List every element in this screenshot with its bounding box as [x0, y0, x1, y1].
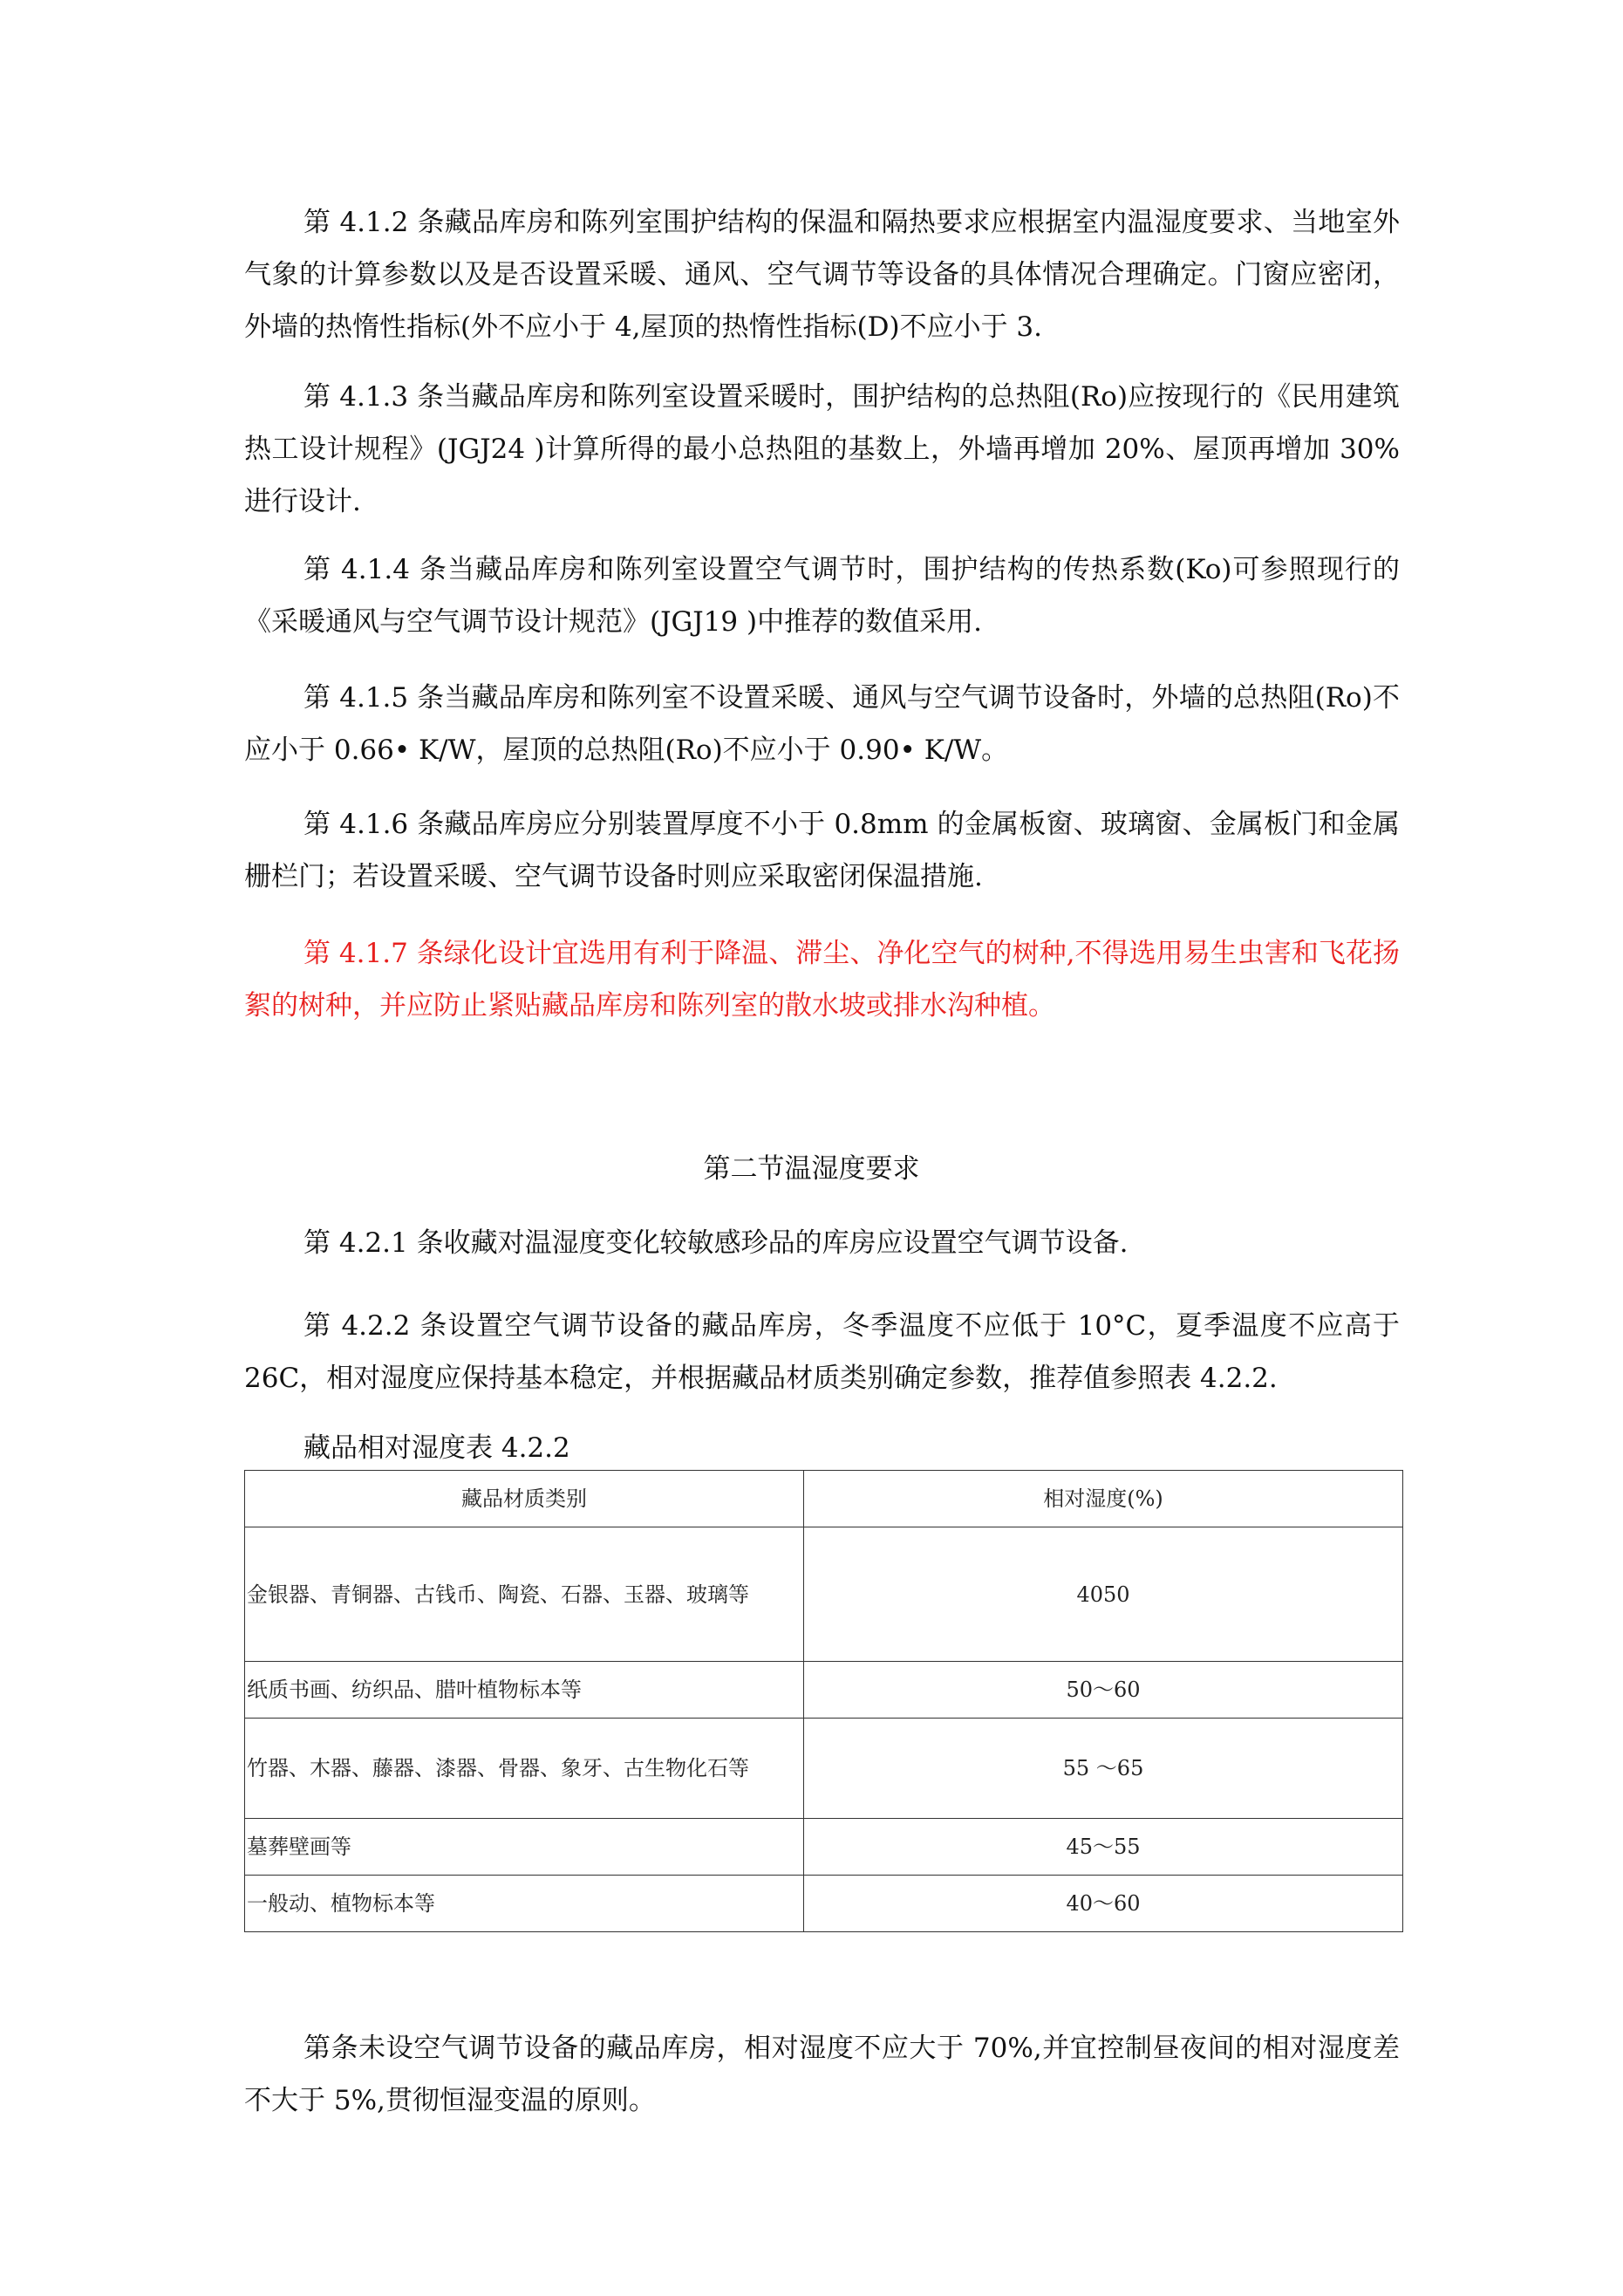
table-cell-material: 金银器、青铜器、古钱币、陶瓷、石器、玉器、玻璃等: [245, 1527, 804, 1662]
table-cell-humidity: 40〜60: [804, 1876, 1403, 1932]
clause-4-1-4: 第 4.1.4 条当藏品库房和陈列室设置空气调节时，围护结构的传热系数(Ko)可参照现行的《采暖通风与空气调节设计规范》(JGJ19 )中推荐的数值采用.: [244, 554, 1400, 638]
table-header-material: 藏品材质类别: [245, 1471, 804, 1527]
clause-4-1-3: 第 4.1.3 条当藏品库房和陈列室设置采暖时，围护结构的总热阻(Ro)应按现行的《民用建筑热工设计规程》(JGJ24 )计算所得的最小总热阻的基数上，外墙再增加 20%、屋顶再增加 30%进行设计.: [244, 381, 1400, 517]
clause-4-2-2: 第 4.2.2 条设置空气调节设备的藏品库房，冬季温度不应低于 10°C，夏季温度不应高于 26C，相对湿度应保持基本稳定，并根据藏品材质类别确定参数，推荐值参照表 4.2.2.: [244, 1310, 1400, 1394]
clause-4-1-7: 第 4.1.7 条绿化设计宜选用有利于降温、滞尘、净化空气的树种,不得选用易生虫害和飞花扬絮的树种，并应防止紧贴藏品库房和陈列室的散水坡或排水沟种植。: [244, 938, 1400, 1022]
humidity-table: [244, 1470, 1403, 1932]
table-row: [245, 1876, 1403, 1932]
table-cell-material: 一般动、植物标本等: [245, 1876, 804, 1932]
clause-4-2-1: 第 4.2.1 条收藏对温湿度变化较敏感珍品的库房应设置空气调节设备.: [303, 1227, 1129, 1259]
table-cell-humidity: 4050: [804, 1527, 1403, 1662]
table-row: [245, 1819, 1403, 1876]
table-row: [245, 1662, 1403, 1719]
table-caption: 藏品相对湿度表 4.2.2: [303, 1432, 570, 1464]
table-cell-material: 纸质书画、纺织品、腊叶植物标本等: [245, 1662, 804, 1719]
clause-4-1-2: 第 4.1.2 条藏品库房和陈列室围护结构的保温和隔热要求应根据室内温湿度要求、当地室外气象的计算参数以及是否设置采暖、通风、空气调节等设备的具体情况合理确定。门窗应密闭，外墙的热惰性指标(外不应小于 4,屋顶的热惰性指标(D)不应小于 3.: [244, 207, 1400, 343]
table-row: [245, 1527, 1403, 1662]
table-cell-material: 竹器、木器、藤器、漆器、骨器、象牙、古生物化石等: [245, 1719, 804, 1819]
table-header-humidity: 相对湿度(%): [804, 1471, 1403, 1527]
table-row: [245, 1719, 1403, 1819]
table-header-row: [245, 1471, 1403, 1527]
section-heading: 第二节温湿度要求: [703, 1153, 920, 1185]
clause-4-1-6: 第 4.1.6 条藏品库房应分别装置厚度不小于 0.8mm 的金属板窗、玻璃窗、金属板门和金属栅栏门；若设置采暖、空气调节设备时则应采取密闭保温措施.: [244, 809, 1400, 892]
table-cell-humidity: 45〜55: [804, 1819, 1403, 1876]
clause-4-1-5: 第 4.1.5 条当藏品库房和陈列室不设置采暖、通风与空气调节设备时，外墙的总热阻(Ro)不应小于 0.66• K/W，屋顶的总热阻(Ro)不应小于 0.90• K/W。: [244, 682, 1400, 766]
table-cell-material: 墓葬壁画等: [245, 1819, 804, 1876]
clause-unconditioned-storage: 第条未设空气调节设备的藏品库房，相对湿度不应大于 70%,并宜控制昼夜间的相对湿度差不大于 5%,贯彻恒湿变温的原则。: [244, 2033, 1400, 2116]
table-cell-humidity: 50〜60: [804, 1662, 1403, 1719]
table-cell-humidity: 55 〜65: [804, 1719, 1403, 1819]
